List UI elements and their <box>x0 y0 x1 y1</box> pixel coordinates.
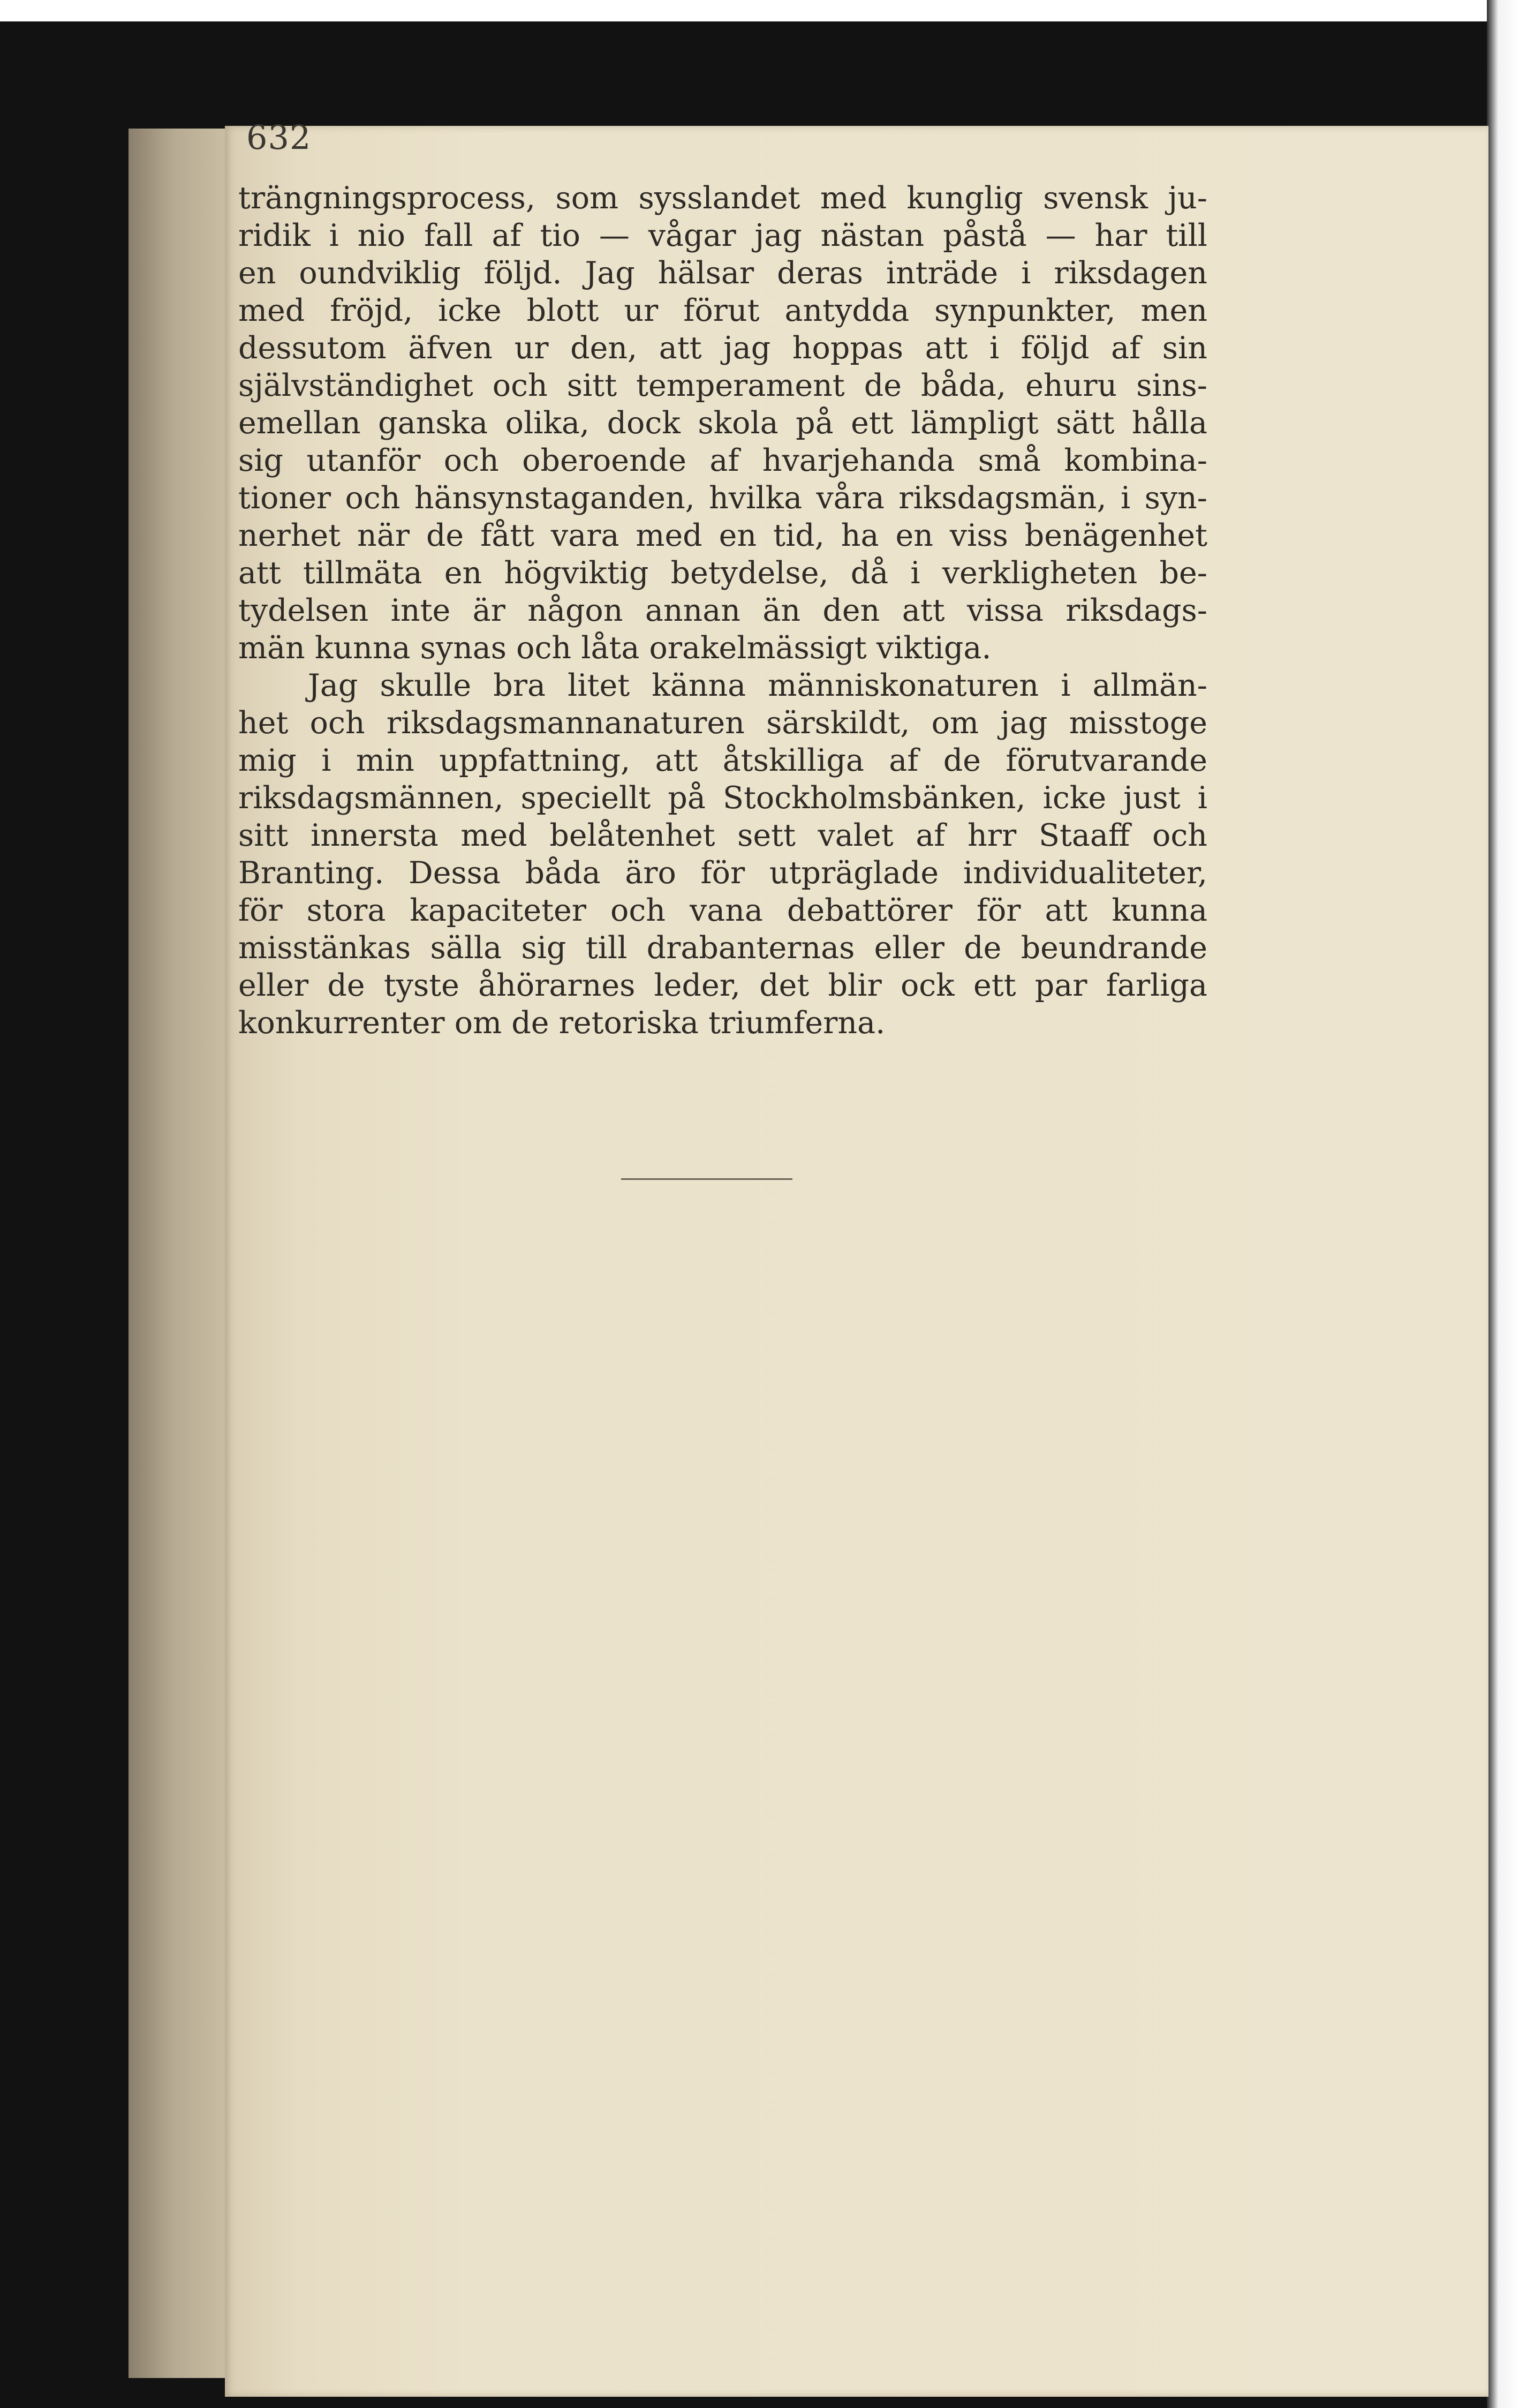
text-line: trängningsprocess, som sysslandet med kunglig svensk ju- <box>238 180 1207 216</box>
text-line: mig i min uppfattning, att åtskilliga af de förutvarande <box>238 743 1207 778</box>
text-line: emellan ganska olika, dock skola på ett lämpligt sätt hålla <box>238 405 1207 441</box>
text-line: för stora kapaciteter och vana debattörer för att kunna <box>238 893 1207 928</box>
text-line: konkurrenter om de retoriska triumferna. <box>238 1005 886 1041</box>
scan-right-margin <box>1487 0 1519 2408</box>
text-line: nerhet när de fått vara med en tid, ha en viss benägenhet <box>238 518 1207 553</box>
text-line: Branting. Dessa båda äro för utpräglade individualiteter, <box>238 855 1207 891</box>
text-line: eller de tyste åhörarnes leder, det blir ock ett par farliga <box>238 968 1207 1003</box>
text-line: het och riksdagsmannanaturen särskildt, om jag misstoge <box>238 705 1207 741</box>
text-line: med fröjd, icke blott ur förut antydda synpunkter, men <box>238 293 1207 328</box>
section-divider <box>621 1178 792 1180</box>
book-page-edge <box>129 129 241 2378</box>
text-line: en oundviklig följd. Jag hälsar deras inträde i riksdagen <box>238 255 1207 291</box>
text-line: att tillmäta en högviktig betydelse, då i verkligheten be- <box>238 555 1207 591</box>
text-line: tydelsen inte är någon annan än den att vissa riksdags- <box>238 593 1207 628</box>
text-line: män kunna synas och låta orakelmässigt viktiga. <box>238 630 992 666</box>
text-line: riksdagsmännen, speciellt på Stockholmsbänken, icke just i <box>238 780 1207 816</box>
text-line: sitt innersta med belåtenhet sett valet af hrr Staaff och <box>238 818 1207 853</box>
text-line: dessutom äfven ur den, att jag hoppas att i följd af sin <box>238 330 1207 366</box>
body-text <box>238 179 1207 1042</box>
text-line: självständighet och sitt temperament de båda, ehuru sins- <box>238 368 1207 403</box>
text-line: ridik i nio fall af tio — vågar jag nästan påstå — har till <box>238 218 1207 253</box>
text-line: sig utanför och oberoende af hvarjehanda små kombina- <box>238 443 1207 478</box>
text-line: Jag skulle bra litet känna människonaturen i allmän- <box>308 668 1207 703</box>
page-number: 632 <box>246 118 312 157</box>
scan-top-margin <box>0 0 1519 21</box>
text-line: tioner och hänsynstaganden, hvilka våra riksdagsmän, i syn- <box>238 480 1207 516</box>
text-line: misstänkas sälla sig till drabanternas eller de beundrande <box>238 930 1207 966</box>
